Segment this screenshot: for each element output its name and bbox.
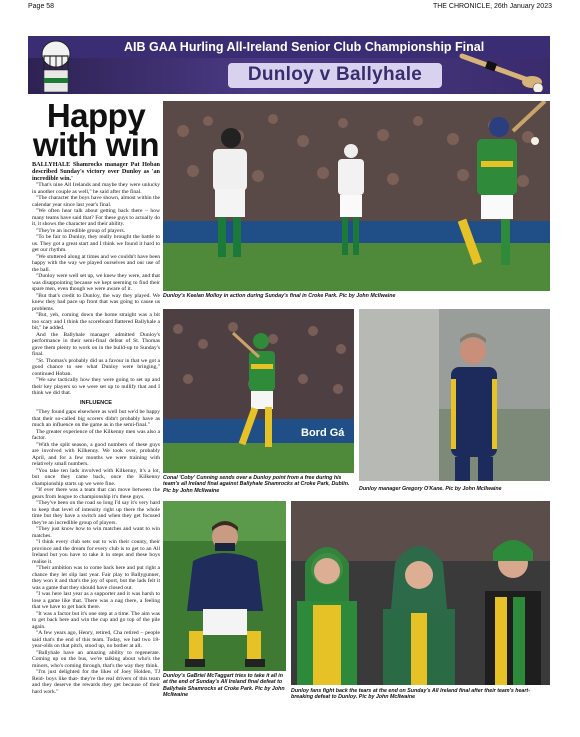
article-paragraph: "They just know how to win matches and want to win matches. xyxy=(32,526,160,539)
article-paragraph: "The character the boys have shown, almost within the calendar year since last year's final. xyxy=(32,195,160,208)
article-body xyxy=(32,161,160,731)
page-number: Page 58 xyxy=(28,3,55,10)
article-paragraph: "We saw tactically how they were going to set up and their key players so we were set up to nullify that and I think we did that. xyxy=(32,377,160,396)
article-paragraph: "With the split season, a good numbers of these guys are involved with Kilkenny. We took over, probably April, and for a few months we were training with relatively small numbers. xyxy=(32,441,160,467)
article-paragraph: "You take ten lads involved with Kilkenny, it's a lot, but once they came back, once the Kilkenny championship starts up we were fine. xyxy=(32,467,160,487)
article-paragraphs-part2 xyxy=(32,409,160,695)
stadium-sponsor-board: Bord Gá xyxy=(301,427,345,439)
article-subhead: INFLUENCE xyxy=(79,399,112,406)
article-paragraph: "That's nine All Irelands and maybe they were unlucky in another couple as well," he said after the final. xyxy=(32,182,160,195)
article-paragraph: "But that's credit to Dunloy, the way they played. We knew they had pace up front that was going to cause us problems. xyxy=(32,292,160,312)
banner-title: AIB GAA Hurling All-Ireland Senior Club Championship Final xyxy=(124,40,485,54)
caption-photo-okane: Dunloy manager Gregory O'Kane. Pic by John McIlwaine xyxy=(359,486,502,492)
photo-dunloy-fans-image xyxy=(291,501,550,685)
article-paragraph: "I'm just delighted for the likes of Joey Holden, TJ Reid- boys like that- they're the real drivers of this team and they deserve the rewards they get because of their hard work." xyxy=(32,669,160,695)
caption-photo-molloy: Dunloy's Keelan Molloy in action during Sunday's final in Croke Park. Pic by John McIlwaine xyxy=(163,293,396,299)
photo-okane-manager-image xyxy=(359,309,550,481)
article-paragraph: "They've been on the road so long I'd say it's very hard to keep that level of intensity right up there the whole time but they have a switch and when they get focused they're an incredible group of players. xyxy=(32,500,160,526)
photo-dunloy-fans xyxy=(291,501,550,685)
article-paragraph: "Ballyhale have an amazing ability to regenerate. Coming up on the bus, we're talking about who's the minors, who's coming through, that's the way they think. xyxy=(32,649,160,669)
photo-okane-manager xyxy=(359,309,550,481)
article-paragraph: "If ever there was a team that can move between the gears from league to championship it's these guys. xyxy=(32,487,160,500)
photo-mctaggart-image xyxy=(163,501,286,671)
article-paragraph: "St. Thomas's probably did us a favour in that we got a good chance to see what Dunloy were bringing," continued Hoban. xyxy=(32,357,160,377)
caption-photo-mctaggart: Dunloy's GaBriel McTaggart tries to take it all in at the end of Sunday's All Ireland final defeat to Ballyhale Shamrocks at Croke Park. Pic by John McIlwaine xyxy=(163,673,285,699)
article-paragraph: "We often hear talk about getting back there – how many teams have said that? For these guys to actually do it, it shows the character and their ability. xyxy=(32,208,160,227)
article-paragraph: And the Ballyhale manager admitted Dunloy's performance in their semi-final defeat of St. Thomas gave them plenty to work on in the build-up to Sunday's final. xyxy=(32,331,160,357)
photo-cunning-free xyxy=(163,309,354,473)
caption-photo-cunning: Conal 'Coby' Cunning sends over a Dunloy point from a free during his team's all Ireland final against Ballyhale Shamrocks at Croke Park, Dublin. Pic by John McIlwaine xyxy=(163,475,350,494)
paper-name-date: THE CHRONICLE, 26th January 2023 xyxy=(432,3,552,10)
photo-cunning-free-image xyxy=(163,309,354,473)
hurler-helmet-graphic xyxy=(34,38,78,92)
article-paragraph: "Their ambition was to come back here and put right a chance they let slip last year. Fair play to Ballygunner, they won it and that's the joy of sport, but the lads felt it was a game that they should have closed out. xyxy=(32,565,160,591)
article-paragraph: "We stuttered along at times and we couldn't have been happy with the way we played ourselves and our use of the ball. xyxy=(32,253,160,273)
article-paragraph: The greater experience of the Kilkenny men was also a factor. xyxy=(32,428,160,441)
article-headline: Happy with win xyxy=(32,97,160,163)
page-header xyxy=(28,3,552,12)
caption-photo-fans: Dunloy fans fight back the tears at the end on Sunday's All Ireland final after their team's heart-breaking defeat to Dunloy. Pic by John McIlwaine xyxy=(291,688,530,701)
article-paragraph: "I think every club sets out to win their county, their province and the dream for every club is to get to an All Ireland but you have to take it in steps and these boys realise it. xyxy=(32,539,160,565)
photo-molloy-action-image xyxy=(163,101,550,291)
article-paragraphs-part1 xyxy=(32,182,160,397)
article-paragraph: "But, yeh, coming down the home straight was a bit too scary and I think the scoreboard flattered Ballyhale a bit," he added. xyxy=(32,312,160,331)
article-paragraph: "They're an incredible group of players. xyxy=(36,227,126,234)
article-paragraph: "I was here last year as a supporter and it was harsh to lose a game like that. There was a nag there, a feeling that we have to get back there. xyxy=(32,591,160,610)
article-paragraph: "They found gaps elsewhere as well but we'd be happy that their so-called big scorers didn't probably have as much an influence on the game as in the semi-final." xyxy=(32,409,160,428)
article-paragraph: "Dunloy were well set up, we knew they were, and that was disappointing because we kept seeming to find their spare men, even though we were aware of it. xyxy=(32,273,160,292)
photo-molloy-action xyxy=(163,101,550,291)
photo-mctaggart xyxy=(163,501,286,671)
article-paragraph: "To be fair to Dunloy, they really brought the battle to us. They got a great start and I think we found it hard to get our rhythm. xyxy=(32,234,160,253)
article-lead: BALLYHALE Shamrocks manager Pat Hoban described Sunday's victory over Dunloy as 'an incredible win.' xyxy=(32,161,160,182)
article-paragraph: "A few years ago, Henry, retired, Cha retired – people said that's the end of this team. Today, we had two 18-year-olds on that pitch, stood up, no bother at all. xyxy=(32,630,160,649)
hurley-graphic xyxy=(458,52,544,92)
article-paragraph: "It was a factor but it's one step at a time. The aim was to get back here and win the cup and go top of the pile again. xyxy=(32,610,160,630)
banner-subtitle: Dunloy v Ballyhale xyxy=(247,64,423,85)
